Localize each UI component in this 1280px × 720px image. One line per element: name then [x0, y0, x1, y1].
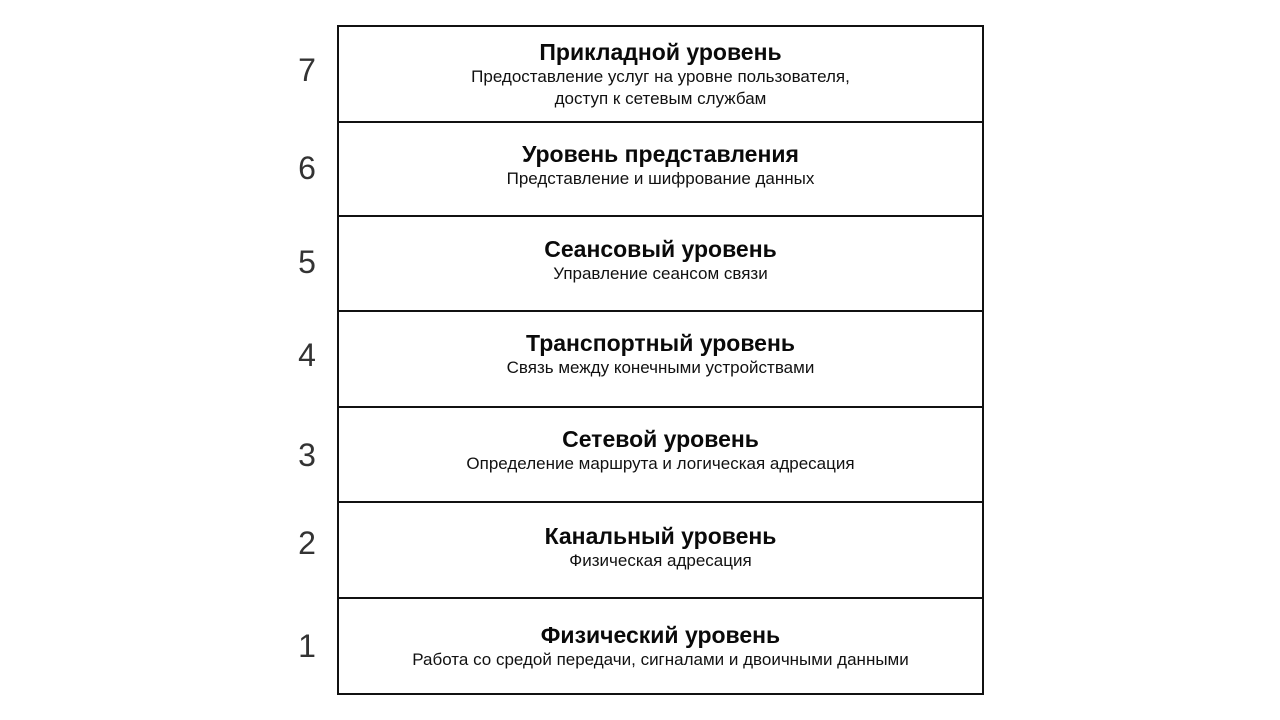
layer-description: Связь между конечными устройствами	[506, 358, 815, 377]
layer-title: Транспортный уровень	[526, 330, 795, 356]
layer-presentation	[337, 121, 984, 217]
layer-description: Работа со средой передачи, сигналами и двоичными данными	[412, 650, 909, 669]
layer-number-7: 7	[298, 52, 316, 88]
layer-transport	[337, 310, 984, 408]
layer-title: Сетевой уровень	[562, 425, 759, 452]
layer-description-line2: доступ к сетевым службам	[554, 89, 767, 108]
layer-number-5: 5	[298, 244, 316, 280]
layer-description: Представление и шифрование данных	[506, 169, 815, 188]
layer-description: Управление сеансом связи	[553, 263, 768, 283]
layer-number-3: 3	[298, 437, 316, 473]
layer-physical	[337, 597, 984, 695]
layer-title: Прикладной уровень	[539, 39, 782, 65]
layer-network	[337, 406, 984, 503]
layer-application	[337, 25, 984, 123]
layer-description: Определение маршрута и логическая адресация	[466, 453, 855, 473]
layer-title: Канальный уровень	[544, 523, 777, 549]
layer-title: Физический уровень	[540, 622, 781, 648]
layer-number-6: 6	[298, 150, 316, 186]
layer-number-4: 4	[298, 337, 316, 373]
layer-title: Уровень представления	[522, 141, 799, 167]
layer-title: Сеансовый уровень	[544, 235, 777, 262]
layer-description: Физическая адресация	[569, 551, 752, 570]
layer-number-1: 1	[298, 628, 316, 664]
layer-number-2: 2	[298, 525, 316, 561]
layer-session	[337, 215, 984, 312]
layer-description: Предоставление услуг на уровне пользователя,	[471, 67, 850, 86]
layer-data-link	[337, 501, 984, 599]
